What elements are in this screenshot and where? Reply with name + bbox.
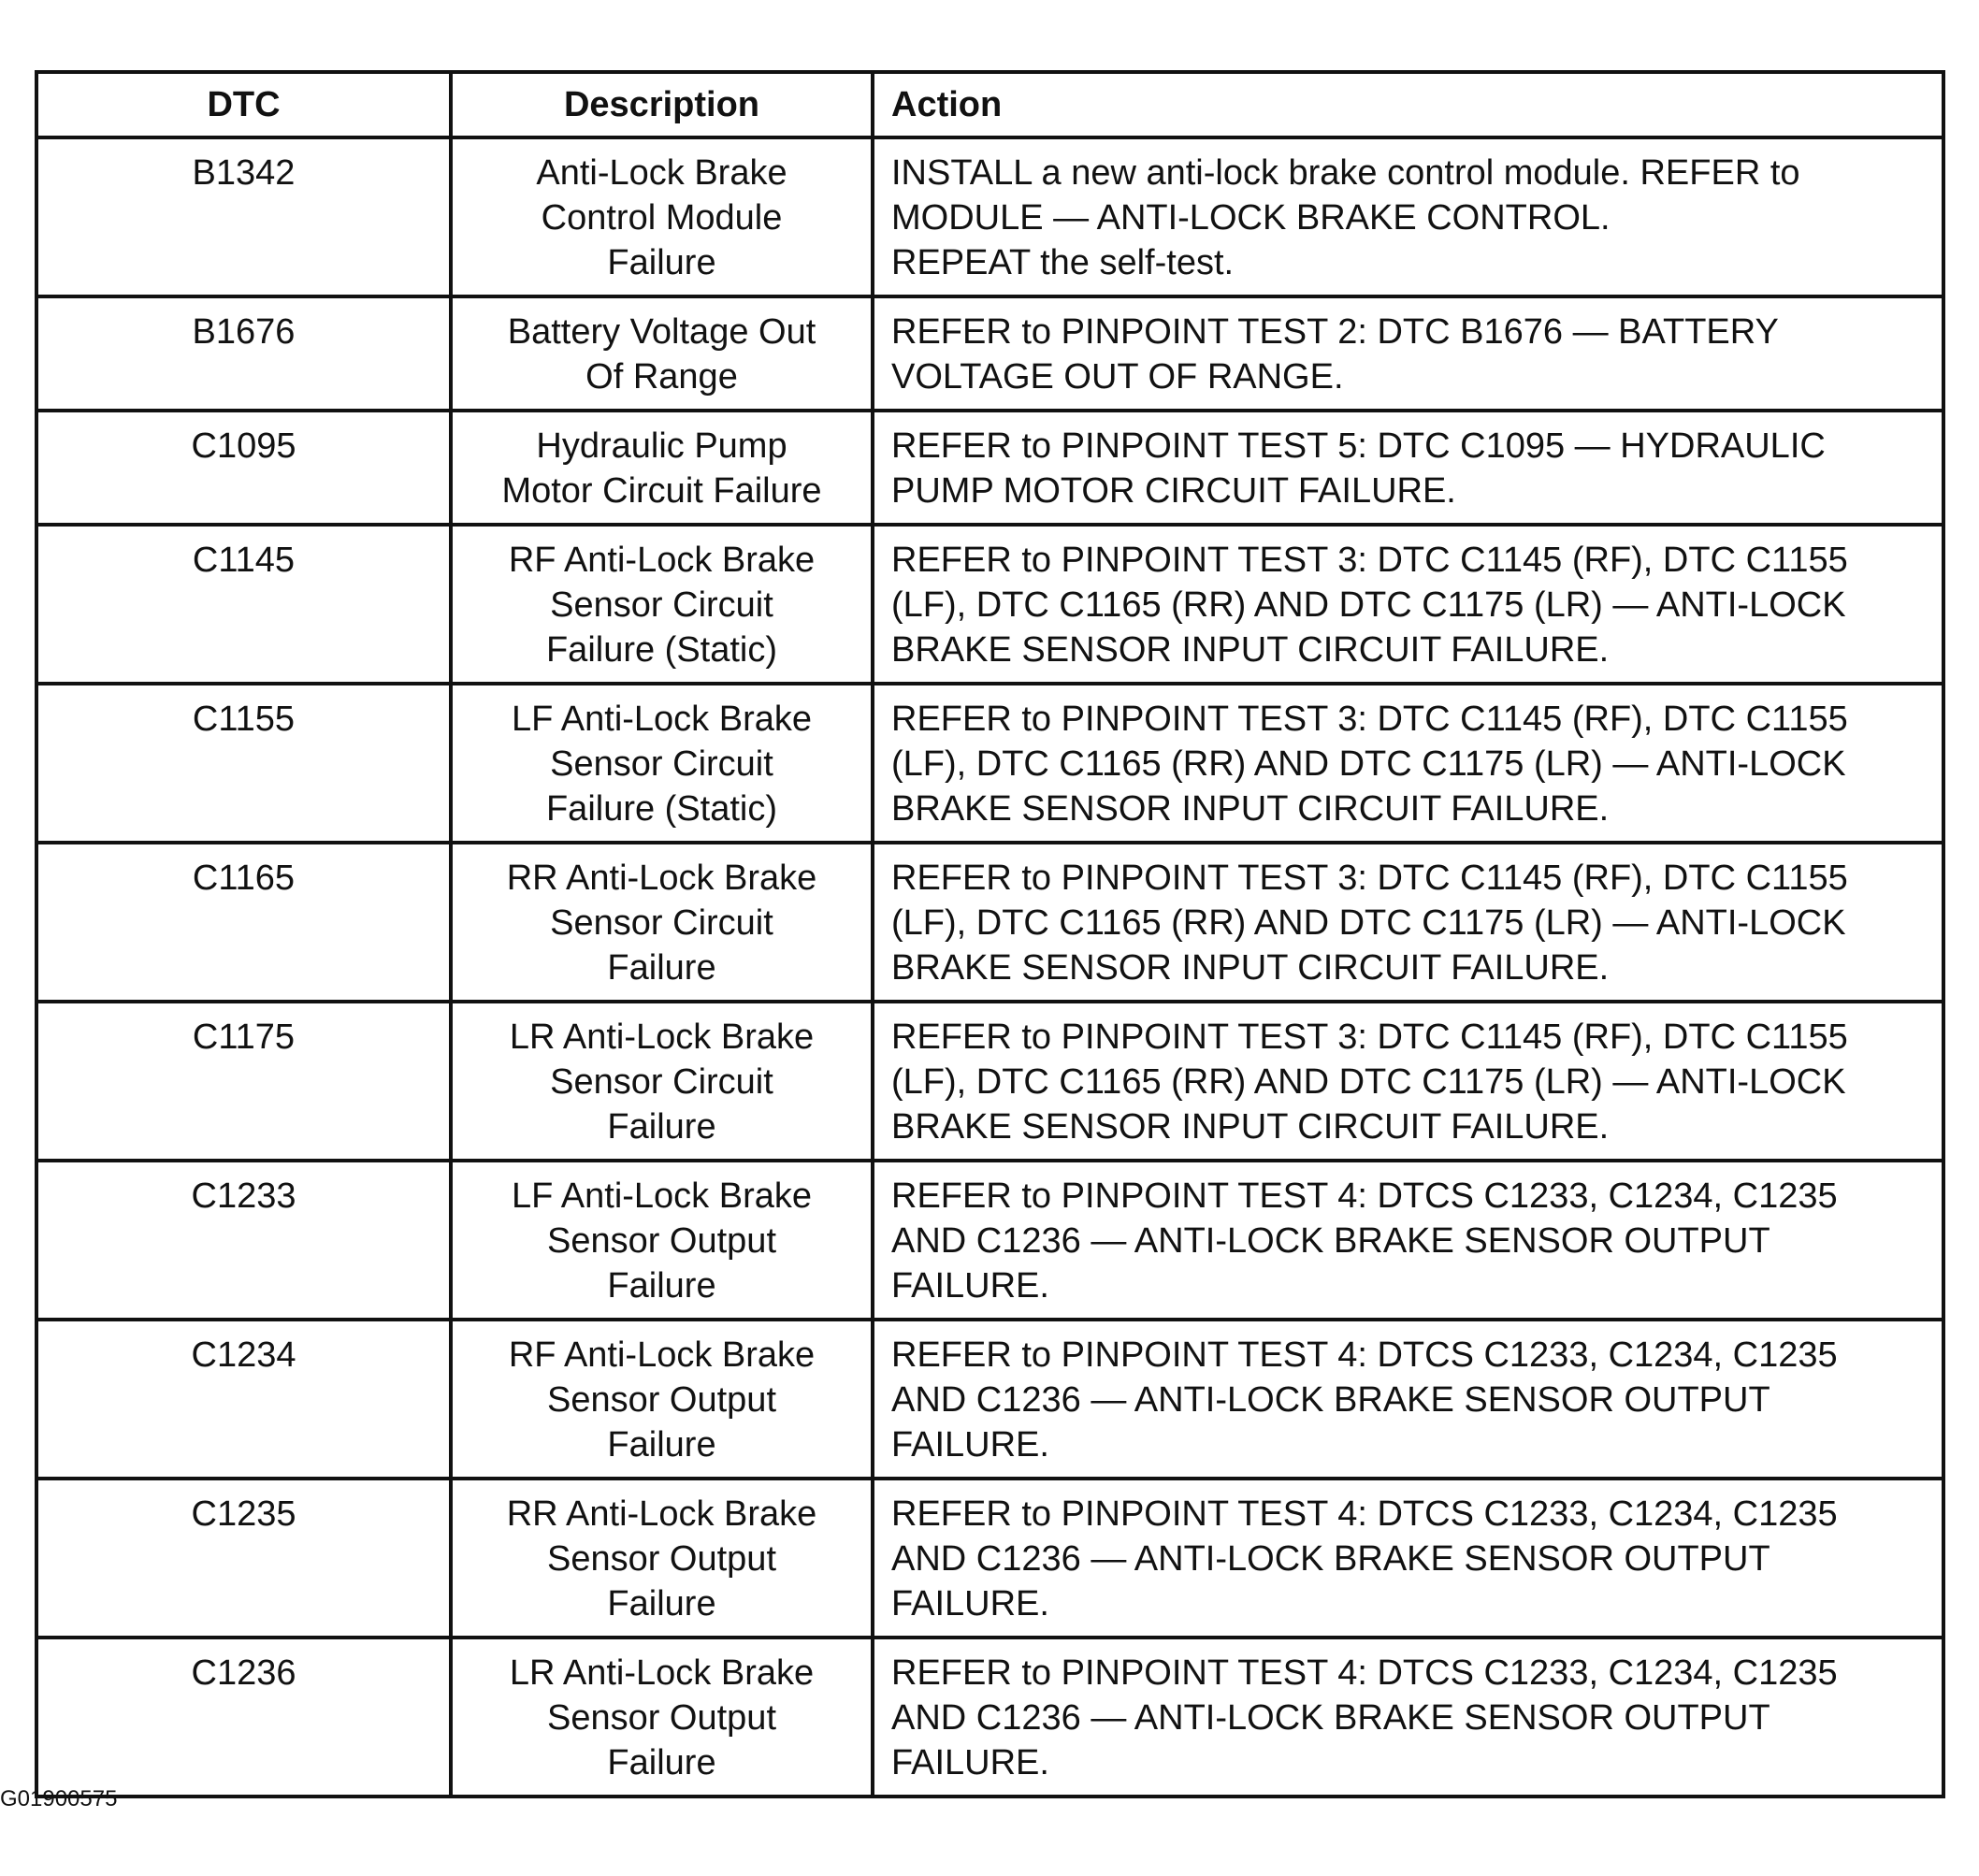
dtc-code: C1233	[36, 1161, 451, 1320]
dtc-description: RF Anti-Lock Brake Sensor Circuit Failure (Static)	[451, 525, 873, 684]
dtc-description: Hydraulic Pump Motor Circuit Failure	[451, 411, 873, 525]
dtc-action: REFER to PINPOINT TEST 4: DTCS C1233, C1234, C1235 AND C1236 — ANTI-LOCK BRAKE SENSOR OUTPUT FAILURE.	[873, 1479, 1943, 1638]
dtc-code: C1155	[36, 684, 451, 843]
dtc-description: LR Anti-Lock Brake Sensor Output Failure	[451, 1638, 873, 1797]
dtc-action: REFER to PINPOINT TEST 2: DTC B1676 — BATTERY VOLTAGE OUT OF RANGE.	[873, 296, 1943, 411]
table-row	[36, 1638, 1943, 1797]
dtc-action: REFER to PINPOINT TEST 3: DTC C1145 (RF), DTC C1155 (LF), DTC C1165 (RR) AND DTC C1175 (LR) — ANTI-LOCK BRAKE SENSOR INPUT CIRCUIT FAILURE.	[873, 525, 1943, 684]
table-row	[36, 411, 1943, 525]
dtc-action: REFER to PINPOINT TEST 5: DTC C1095 — HYDRAULIC PUMP MOTOR CIRCUIT FAILURE.	[873, 411, 1943, 525]
dtc-description: RF Anti-Lock Brake Sensor Output Failure	[451, 1320, 873, 1479]
table-header-row	[36, 72, 1943, 137]
dtc-description: LF Anti-Lock Brake Sensor Output Failure	[451, 1161, 873, 1320]
table-row	[36, 843, 1943, 1002]
header-description: Description	[451, 72, 873, 137]
dtc-code: C1145	[36, 525, 451, 684]
dtc-action: REFER to PINPOINT TEST 4: DTCS C1233, C1234, C1235 AND C1236 — ANTI-LOCK BRAKE SENSOR OUTPUT FAILURE.	[873, 1638, 1943, 1797]
dtc-description: Battery Voltage Out Of Range	[451, 296, 873, 411]
table-row	[36, 137, 1943, 296]
dtc-description: RR Anti-Lock Brake Sensor Circuit Failure	[451, 843, 873, 1002]
table-row	[36, 1002, 1943, 1161]
table-row	[36, 1320, 1943, 1479]
dtc-code: C1175	[36, 1002, 451, 1161]
dtc-code: C1235	[36, 1479, 451, 1638]
table-row	[36, 525, 1943, 684]
dtc-description: LF Anti-Lock Brake Sensor Circuit Failure (Static)	[451, 684, 873, 843]
header-action: Action	[873, 72, 1943, 137]
table-body	[36, 137, 1943, 1797]
dtc-action: REFER to PINPOINT TEST 3: DTC C1145 (RF), DTC C1155 (LF), DTC C1165 (RR) AND DTC C1175 (LR) — ANTI-LOCK BRAKE SENSOR INPUT CIRCUIT FAILURE.	[873, 1002, 1943, 1161]
dtc-description: LR Anti-Lock Brake Sensor Circuit Failure	[451, 1002, 873, 1161]
dtc-code: C1236	[36, 1638, 451, 1797]
dtc-table	[35, 70, 1945, 1798]
dtc-code: C1095	[36, 411, 451, 525]
dtc-code: C1165	[36, 843, 451, 1002]
table-header	[36, 72, 1943, 137]
dtc-code: B1342	[36, 137, 451, 296]
dtc-action: INSTALL a new anti-lock brake control module. REFER to MODULE — ANTI-LOCK BRAKE CONTROL. REPEAT the self-test.	[873, 137, 1943, 296]
figure-id: G01900575	[0, 1786, 118, 1811]
table-row	[36, 684, 1943, 843]
dtc-action: REFER to PINPOINT TEST 3: DTC C1145 (RF), DTC C1155 (LF), DTC C1165 (RR) AND DTC C1175 (LR) — ANTI-LOCK BRAKE SENSOR INPUT CIRCUIT FAILURE.	[873, 843, 1943, 1002]
header-dtc: DTC	[36, 72, 451, 137]
dtc-action: REFER to PINPOINT TEST 4: DTCS C1233, C1234, C1235 AND C1236 — ANTI-LOCK BRAKE SENSOR OUTPUT FAILURE.	[873, 1320, 1943, 1479]
dtc-action: REFER to PINPOINT TEST 4: DTCS C1233, C1234, C1235 AND C1236 — ANTI-LOCK BRAKE SENSOR OUTPUT FAILURE.	[873, 1161, 1943, 1320]
dtc-description: Anti-Lock Brake Control Module Failure	[451, 137, 873, 296]
table-row	[36, 296, 1943, 411]
table-row	[36, 1161, 1943, 1320]
dtc-action: REFER to PINPOINT TEST 3: DTC C1145 (RF), DTC C1155 (LF), DTC C1165 (RR) AND DTC C1175 (LR) — ANTI-LOCK BRAKE SENSOR INPUT CIRCUIT FAILURE.	[873, 684, 1943, 843]
dtc-description: RR Anti-Lock Brake Sensor Output Failure	[451, 1479, 873, 1638]
dtc-code: C1234	[36, 1320, 451, 1479]
dtc-code: B1676	[36, 296, 451, 411]
table-row	[36, 1479, 1943, 1638]
